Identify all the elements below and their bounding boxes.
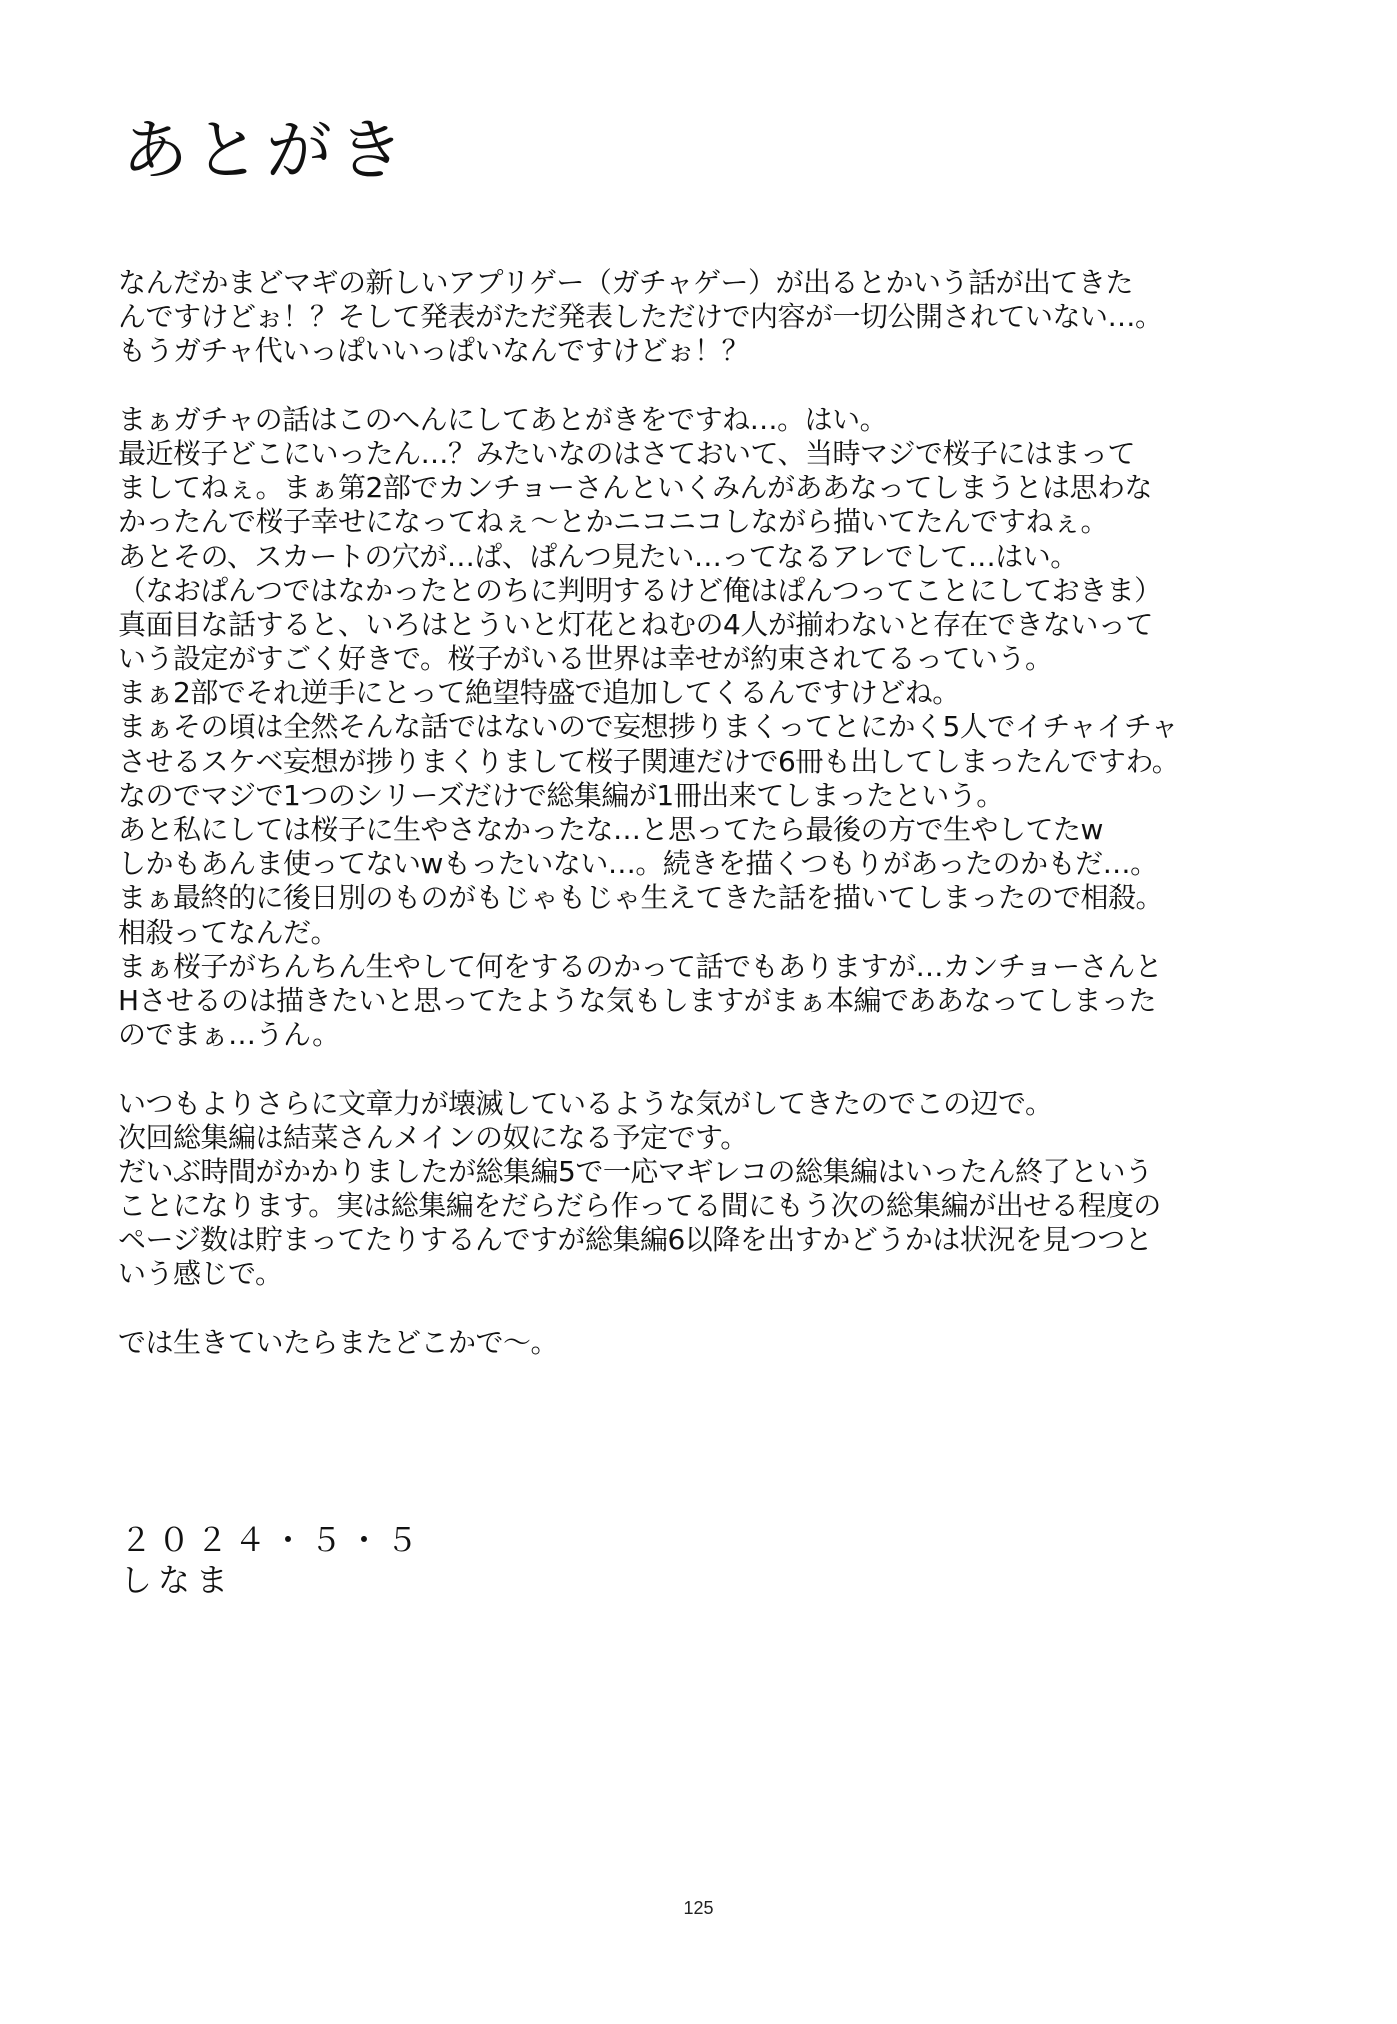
text-line: まぁガチャの話はこのへんにしてあとがきをですね…。はい。	[118, 402, 888, 436]
afterword-body	[118, 266, 1288, 1360]
text-line: まぁその頃は全然そんな話ではないので妄想捗りまくってとにかく5人でイチャイチャ	[118, 710, 1179, 744]
text-line: のでまぁ…うん。	[118, 1018, 340, 1052]
paragraph-gap	[118, 1292, 1288, 1326]
date: ２０２４・５・５	[120, 1521, 425, 1559]
signature-block	[120, 1520, 424, 1600]
text-line: ましてねぇ。まぁ第2部でカンチョーさんといくみんがああなってしまうとは思わな	[118, 471, 1152, 505]
author-name: しなま	[120, 1561, 235, 1599]
text-line: まぁ最終的に後日別のものがもじゃもじゃ生えてきた話を描いてしまったので相殺。	[118, 881, 1164, 915]
text-line: （なおぱんつではなかったとのちに判明するけど俺はぱんつってことにしておきま）	[118, 573, 1162, 607]
text-line: させるスケベ妄想が捗りまくりまして桜子関連だけで6冊も出してしまったんですわ。	[118, 744, 1180, 778]
text-line: では生きていたらまたどこかで～。	[118, 1325, 559, 1359]
text-line: まぁ桜子がちんちん生やして何をするのかって話でもありますが…カンチョーさんと	[118, 949, 1163, 983]
paragraph-gap	[118, 369, 1288, 403]
text-line: ことになります。実は総集編をだらだら作ってる間にもう次の総集編が出せる程度の	[118, 1189, 1161, 1223]
text-line: しかもあんま使ってないwもったいない…。続きを描くつもりがあったのかもだ…。	[118, 847, 1158, 881]
text-line: なのでマジで1つのシリーズだけで総集編が1冊出来てしまったという。	[118, 778, 1004, 812]
text-line: んですけどぉ！？そして発表がただ発表しただけで内容が一切公開されていない…。	[118, 300, 1163, 334]
text-line: Hさせるのは描きたいと思ってたような気もしますがまぁ本編でああなってしまった	[118, 983, 1157, 1017]
text-line: なんだかまどマギの新しいアプリゲー（ガチャゲー）が出るとかいう話が出てきた	[118, 266, 1133, 299]
paragraph-gap	[118, 1052, 1288, 1086]
text-line: まぁ2部でそれ逆手にとって絶望特盛で追加してくるんですけどね。	[118, 676, 960, 710]
text-line: あとその、スカートの穴が…ぱ、ぱんつ見たい…ってなるアレでして…はい。	[118, 539, 1078, 573]
text-line: あと私にしては桜子に生やさなかったな…と思ってたら最後の方で生やしてたw	[118, 813, 1103, 846]
text-line: 最近桜子どこにいったん…？みたいなのはさておいて、当時マジで桜子にはまって	[118, 436, 1135, 470]
text-line: 真面目な話すると、いろはとういと灯花とねむの4人が揃わないと存在できないって	[118, 607, 1153, 641]
text-line: だいぶ時間がかかりましたが総集編5で一応マギレコの総集編はいったん終了という	[118, 1154, 1153, 1188]
text-line: いう感じで。	[118, 1257, 283, 1291]
text-line: かったんで桜子幸せになってねぇ～とかニコニコしながら描いてたんですねぇ。	[118, 505, 1109, 539]
text-line: もうガチャ代いっぱいいっぱいなんですけどぉ！？	[118, 334, 750, 368]
text-line: いつもよりさらに文章力が壊滅しているような気がしてきたのでこの辺で。	[118, 1086, 1053, 1120]
text-line: 相殺ってなんだ。	[118, 915, 339, 949]
text-line: ページ数は貯まってたりするんですが総集編6以降を出すかどうかは状況を見つつと	[118, 1223, 1153, 1257]
text-line: 次回総集編は結菜さんメインの奴になる予定です。	[118, 1120, 748, 1154]
page-number: 125	[683, 1898, 714, 1918]
text-line: いう設定がすごく好きで。桜子がいる世界は幸せが約束されてるっていう。	[118, 642, 1053, 676]
page-title: あとがき	[122, 112, 410, 189]
